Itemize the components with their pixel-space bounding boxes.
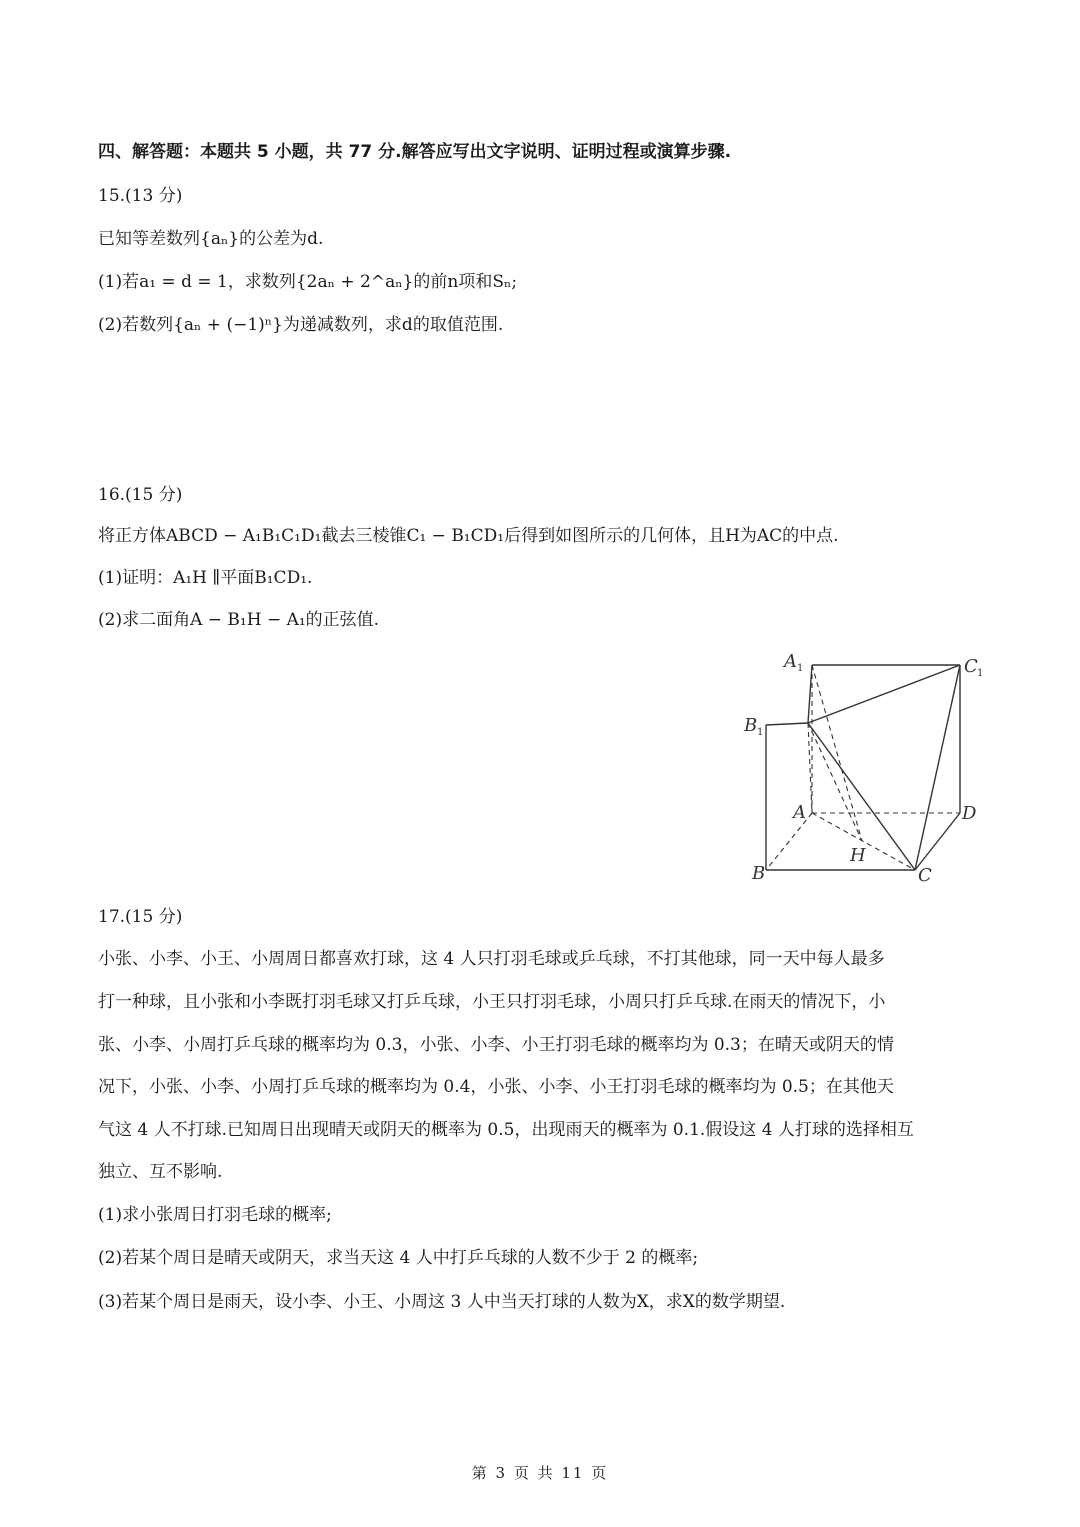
q16-part2: (2)求二面角A − B₁H − A₁的正弦值. [98, 610, 380, 630]
label-a1: A [784, 651, 797, 672]
q17-part2: (2)若某个周日是晴天或阴天，求当天这 4 人中打乒乓球的人数不少于 2 的概率; [98, 1248, 699, 1268]
q17-line-3: 张、小李、小周打乒乓球的概率均为 0.3，小张、小李、小王打羽毛球的概率均为 0.3；在晴天或阴天的情 [98, 1035, 894, 1055]
label-a1-sub: 1 [797, 663, 804, 674]
geometry-figure [740, 645, 990, 890]
q16-part1: (1)证明：A₁H ∥平面B₁CD₁. [98, 568, 313, 588]
edge-b1-left [766, 723, 808, 725]
edge-b1-a-hidden [808, 723, 812, 813]
q17-header: 17.(15 分) [98, 907, 183, 927]
edge-b1-a1 [808, 665, 812, 723]
label-c1-sub: 1 [977, 668, 984, 679]
label-c1: C [964, 656, 978, 677]
q15-part2: (2)若数列{aₙ + (−1)ⁿ}为递减数列，求d的取值范围. [98, 315, 504, 335]
q17-part1: (1)求小张周日打羽毛球的概率; [98, 1205, 332, 1225]
q17-line-4: 况下，小张、小李、小周打乒乓球的概率均为 0.4，小张、小李、小王打羽毛球的概率均为 0.5；在其他天 [98, 1077, 894, 1097]
edge-c1-c [915, 665, 960, 870]
edge-a1-h-hidden [812, 665, 862, 841]
q17-line-5: 气这 4 人不打球.已知周日出现晴天或阴天的概率为 0.5，出现雨天的概率为 0.1.假设这 4 人打球的选择相互 [98, 1120, 914, 1140]
label-b: B [752, 863, 766, 884]
q16-header: 16.(15 分) [98, 485, 183, 505]
q16-stem: 将正方体ABCD − A₁B₁C₁D₁截去三棱锥C₁ − B₁CD₁后得到如图所示的几何体，且H为AC的中点. [98, 526, 839, 546]
label-h: H [850, 845, 866, 866]
q15-part1: (1)若a₁ = d = 1，求数列{2aₙ + 2^aₙ}的前n项和Sₙ; [98, 272, 518, 292]
label-d: D [962, 803, 977, 824]
section-title: 四、解答题：本题共 5 小题，共 77 分.解答应写出文字说明、证明过程或演算步骤. [98, 142, 732, 162]
label-b1-sub: 1 [757, 727, 764, 738]
q15-stem: 已知等差数列{aₙ}的公差为d. [98, 229, 324, 249]
q17-part3: (3)若某个周日是雨天，设小李、小王、小周这 3 人中当天打球的人数为X，求X的数学期望. [98, 1292, 786, 1312]
label-a: A [793, 802, 806, 823]
edge-b1-h-hidden [808, 723, 862, 841]
page-footer: 第 3 页 共 11 页 [471, 1464, 609, 1482]
q17-line-2: 打一种球，且小张和小李既打羽毛球又打乒乓球，小王只打羽毛球，小周只打乒乓球.在雨天的情况下，小 [98, 992, 886, 1012]
q17-line-6: 独立、互不影响. [98, 1162, 223, 1182]
edge-b1-c1 [808, 665, 960, 723]
q17-line-1: 小张、小李、小王、小周周日都喜欢打球，这 4 人只打羽毛球或乒乓球，不打其他球，同一天中每人最多 [98, 949, 885, 969]
q15-header: 15.(13 分) [98, 186, 183, 206]
label-b1: B [744, 715, 758, 736]
label-c: C [918, 865, 932, 886]
